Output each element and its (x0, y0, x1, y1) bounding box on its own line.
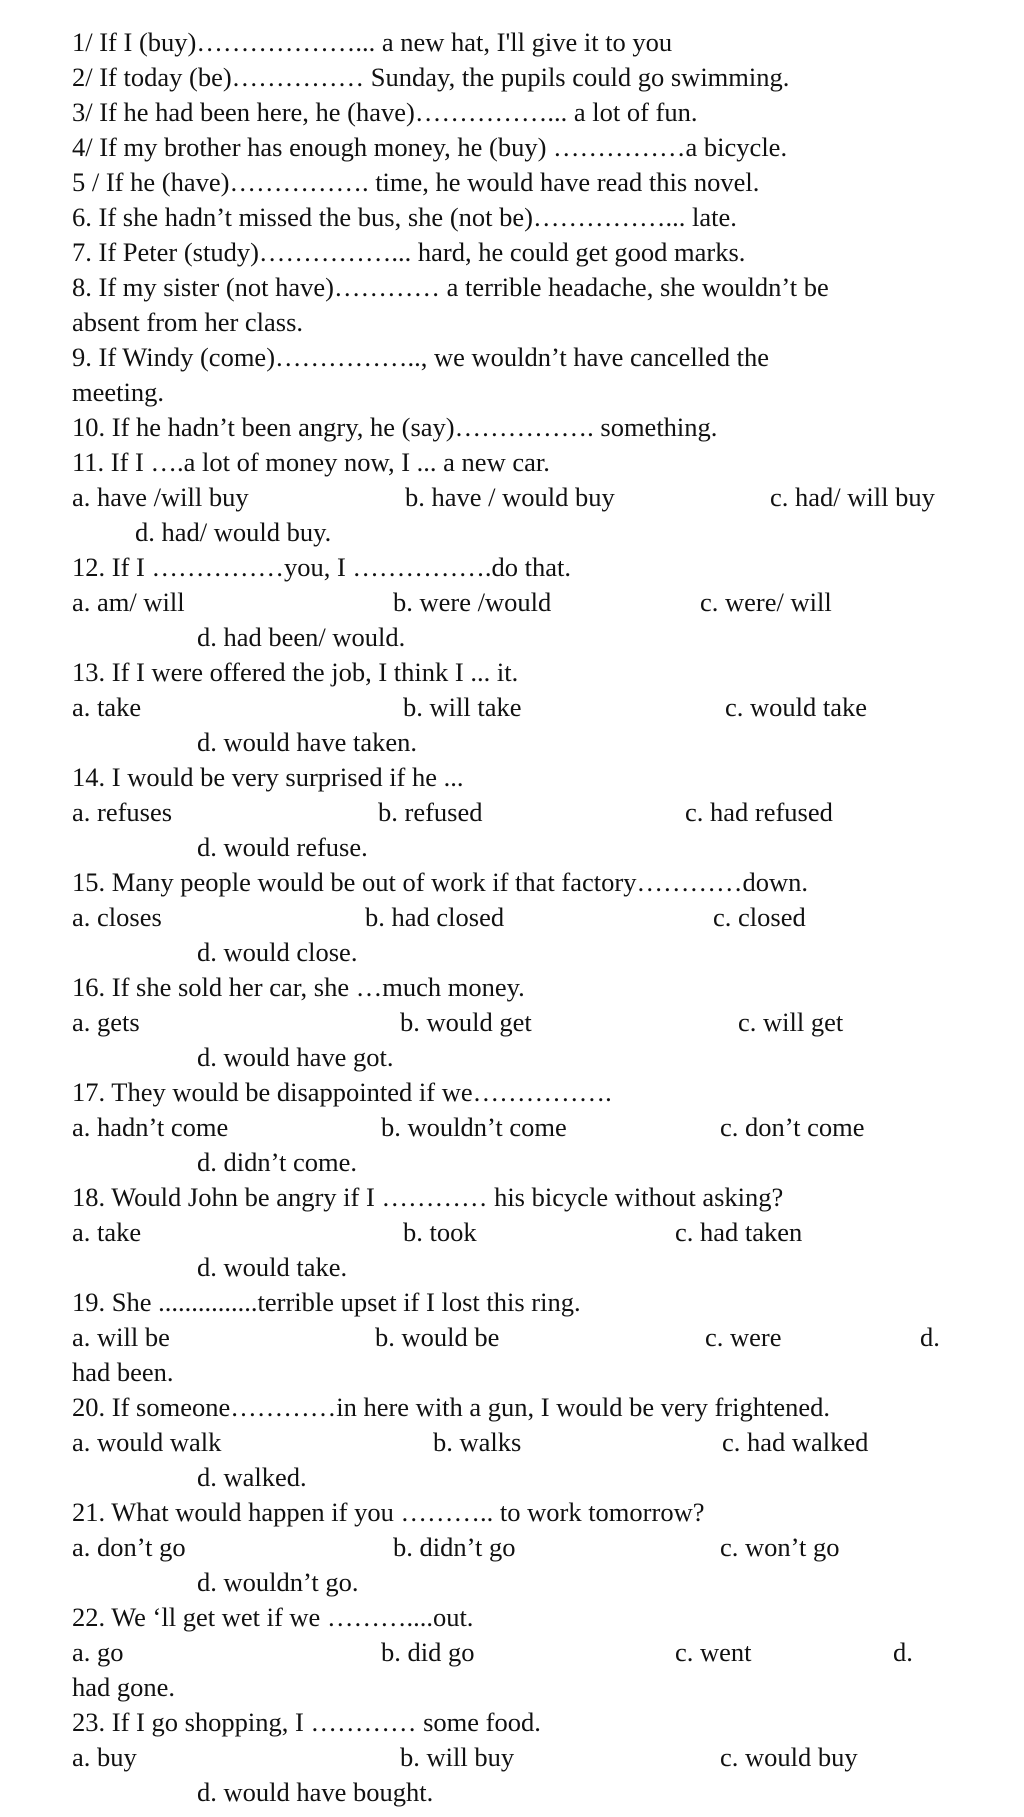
question-stem: 23. If I go shopping, I ………… some food. (72, 1707, 541, 1737)
option-a: a. go (72, 1637, 124, 1667)
option-d: d. had/ would buy. (135, 517, 332, 547)
option-d-continued: had gone. (72, 1672, 176, 1702)
fill-in-line: 10. If he hadn’t been angry, he (say)……………. something. (72, 412, 718, 442)
option-c: c. were (705, 1322, 782, 1352)
option-d: d. didn’t come. (197, 1147, 357, 1177)
option-a: a. would walk (72, 1427, 222, 1457)
question-stem: 12. If I ……………you, I …………….do that. (72, 552, 572, 582)
option-d: d. (920, 1322, 940, 1352)
option-b: b. wouldn’t come (381, 1112, 567, 1142)
option-b: b. didn’t go (393, 1532, 516, 1562)
option-d: d. would refuse. (197, 832, 368, 862)
option-b: b. would be (375, 1322, 500, 1352)
option-d: d. walked. (197, 1462, 307, 1492)
option-b: b. will buy (400, 1742, 515, 1772)
option-c: c. would buy (720, 1742, 858, 1772)
option-d: d. had been/ would. (197, 622, 406, 652)
fill-in-line: 3/ If he had been here, he (have)……………... a lot of fun. (72, 97, 698, 127)
option-b: b. would get (400, 1007, 532, 1037)
question-stem: 11. If I ….a lot of money now, I ... a new car. (72, 447, 550, 477)
option-a: a. take (72, 692, 142, 722)
fill-in-line: 5 / If he (have)……………. time, he would have read this novel. (72, 167, 760, 197)
option-a: a. hadn’t come (72, 1112, 229, 1142)
option-d: d. would have bought. (197, 1777, 434, 1807)
option-c: c. had walked (722, 1427, 869, 1457)
fill-in-line: 7. If Peter (study)……………... hard, he could get good marks. (72, 237, 746, 267)
option-a: a. am/ will (72, 587, 185, 617)
fill-in-line: absent from her class. (72, 307, 304, 337)
option-b: b. will take (403, 692, 522, 722)
fill-in-line: 4/ If my brother has enough money, he (buy) ……………a bicycle. (72, 132, 788, 162)
option-c: c. won’t go (720, 1532, 840, 1562)
option-a: a. gets (72, 1007, 140, 1037)
option-c: c. closed (713, 902, 806, 932)
option-d: d. would take. (197, 1252, 348, 1282)
option-a: a. take (72, 1217, 142, 1247)
question-stem: 17. They would be disappointed if we……………. (72, 1077, 612, 1107)
option-c: c. will get (738, 1007, 844, 1037)
option-b: b. refused (378, 797, 483, 827)
option-d: d. (893, 1637, 913, 1667)
option-c: c. had taken (675, 1217, 803, 1247)
option-a: a. don’t go (72, 1532, 186, 1562)
fill-in-line: 6. If she hadn’t missed the bus, she (not be)……………... late. (72, 202, 737, 232)
fill-in-line: 8. If my sister (not have)………… a terrible headache, she wouldn’t be (72, 272, 829, 302)
option-c: c. don’t come (720, 1112, 865, 1142)
option-b: b. have / would buy (405, 482, 615, 512)
option-c: c. would take (725, 692, 868, 722)
option-a: a. refuses (72, 797, 173, 827)
option-c: c. had refused (685, 797, 833, 827)
question-stem: 22. We ‘ll get wet if we ………....out. (72, 1602, 474, 1632)
option-d: d. would have got. (197, 1042, 394, 1072)
question-stem: 20. If someone…………in here with a gun, I would be very frightened. (72, 1392, 831, 1422)
option-d-continued: had been. (72, 1357, 174, 1387)
question-stem: 14. I would be very surprised if he ... (72, 762, 464, 792)
option-d: d. would close. (197, 937, 358, 967)
fill-in-line: 9. If Windy (come)…………….., we wouldn’t have cancelled the (72, 342, 770, 372)
option-b: b. were /would (393, 587, 552, 617)
question-stem: 13. If I were offered the job, I think I ... it. (72, 657, 519, 687)
fill-in-line: 1/ If I (buy)………………... a new hat, I'll give it to you (72, 27, 673, 57)
option-b: b. walks (433, 1427, 522, 1457)
question-stem: 21. What would happen if you ……….. to work tomorrow? (72, 1497, 705, 1527)
fill-in-line: 2/ If today (be)…………… Sunday, the pupils could go swimming. (72, 62, 790, 92)
option-a: a. buy (72, 1742, 137, 1772)
option-c: c. had/ will buy (770, 482, 935, 512)
option-b: b. did go (381, 1637, 475, 1667)
fill-in-line: meeting. (72, 377, 164, 407)
option-c: c. were/ will (700, 587, 832, 617)
question-stem: 15. Many people would be out of work if that factory…………down. (72, 867, 808, 897)
option-c: c. went (675, 1637, 752, 1667)
option-b: b. had closed (365, 902, 505, 932)
option-a: a. closes (72, 902, 162, 932)
question-stem: 16. If she sold her car, she …much money. (72, 972, 525, 1002)
option-d: d. wouldn’t go. (197, 1567, 359, 1597)
option-a: a. have /will buy (72, 482, 249, 512)
question-stem: 19. She ...............terrible upset if I lost this ring. (72, 1287, 581, 1317)
option-b: b. took (403, 1217, 477, 1247)
option-a: a. will be (72, 1322, 170, 1352)
question-stem: 18. Would John be angry if I ………… his bicycle without asking? (72, 1182, 784, 1212)
option-d: d. would have taken. (197, 727, 418, 757)
